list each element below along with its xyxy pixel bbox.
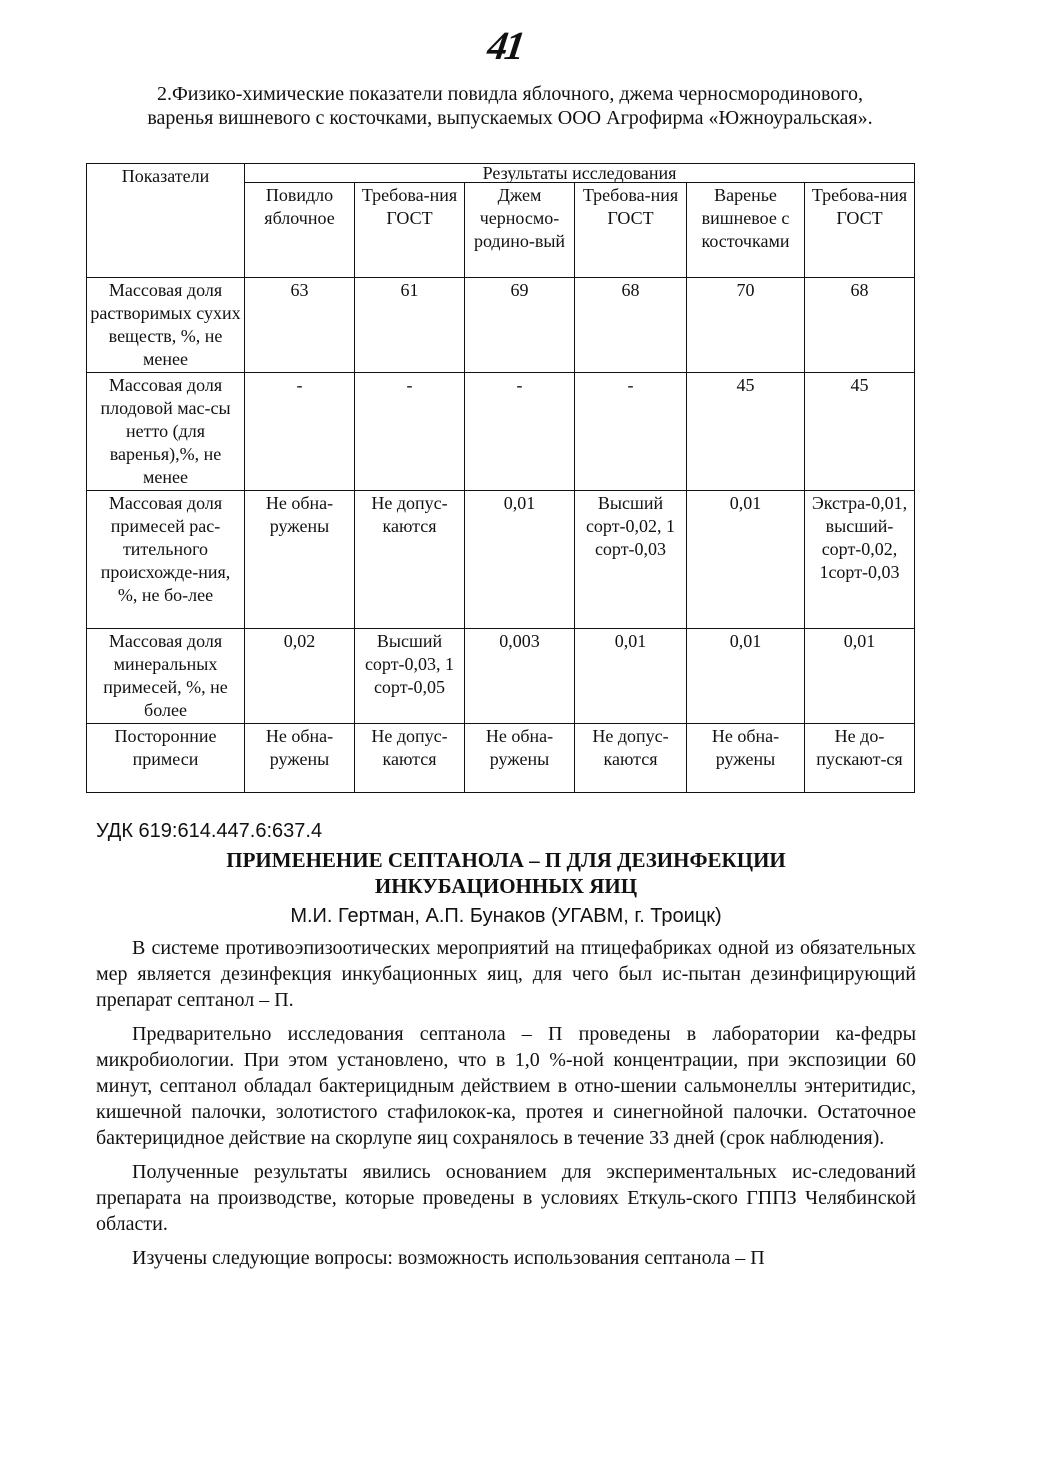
table-cell: 61 [355, 278, 465, 373]
row-label: Посторонние примеси [87, 724, 245, 793]
paragraph: В системе противоэпизоотических мероприятий на птицефабриках одной из обязательных мер является дезинфекция инкубационных яиц, для чего был ис-пытан дезинфицирующий препарат септанол – П. [96, 937, 916, 1011]
table-cell: Не обна-ружены [465, 724, 575, 793]
table-cell: Не обна-ружены [687, 724, 805, 793]
row-label: Массовая доля растворимых сухих веществ, %, не менее [87, 278, 245, 373]
table-cell: Не допус-каются [355, 724, 465, 793]
header-indicator: Показатели [87, 164, 245, 278]
table-cell: - [575, 373, 687, 491]
table-cell: 45 [805, 373, 915, 491]
paragraph: Изучены следующие вопросы: возможность использования септанола – П [132, 1247, 765, 1269]
table-cell: Не допус-каются [575, 724, 687, 793]
udc-code: УДК 619:614.447.6:637.4 [96, 820, 323, 842]
table-cell: - [245, 373, 355, 491]
paragraph: Предварительно исследования септанола – П проведены в лаборатории ка-федры микробиологии. При этом установлено, что в 1,0 %-ной концентрации, при экспозиции 60 минут, септанол обладал бактерицидным действием в отно-шении сальмонеллы энтеритидис, кишечной палочки, золотистого стафилокок-ка, протея и синегнойной палочки. Остаточное бактерицидное действие на скорлупе яиц сохранялось в течение 33 дней (срок наблюдения). [96, 1023, 916, 1149]
page-number: 41 [484, 23, 526, 68]
row-label: Массовая доля минеральных примесей, %, не более [87, 629, 245, 724]
table-row [87, 491, 915, 629]
article [96, 820, 916, 1279]
table-cell: 0,003 [465, 629, 575, 724]
table-cell: Высший сорт-0,03, 1 сорт-0,05 [355, 629, 465, 724]
table-cell: - [465, 373, 575, 491]
table-caption: 2.Физико-химические показатели повидла яблочного, джема черносмородинового, варенья вишневого с косточками, выпускаемых ООО Агрофирма «Южноуральская». [147, 83, 873, 129]
table-cell: - [355, 373, 465, 491]
table-row [87, 278, 915, 373]
table-cell: 63 [245, 278, 355, 373]
table-cell: 0,01 [575, 629, 687, 724]
table-cell: Не обна-ружены [245, 724, 355, 793]
table-cell: 68 [575, 278, 687, 373]
column-header: Повидло яблочное [245, 183, 355, 278]
row-label: Массовая доля плодовой мас-сы нетто (для варенья),%, не менее [87, 373, 245, 491]
column-header: Требова-ния ГОСТ [355, 183, 465, 278]
table-cell: Экстра-0,01, высший-сорт-0,02, 1сорт-0,03 [805, 491, 915, 629]
table-cell: 0,02 [245, 629, 355, 724]
table-cell: Высший сорт-0,02, 1 сорт-0,03 [575, 491, 687, 629]
paragraph: Полученные результаты явились основанием для экспериментальных ис-следований препарата на производстве, которые проведены в условиях Еткуль-ского ГППЗ Челябинской области. [96, 1161, 916, 1235]
table-cell: Не до-пускают-ся [805, 724, 915, 793]
table-cell: 0,01 [687, 629, 805, 724]
table-cell: Не допус-каются [355, 491, 465, 629]
row-label: Массовая доля примесей рас-тительного происхожде-ния, %, не бо-лее [87, 491, 245, 629]
table-cell: 45 [687, 373, 805, 491]
column-header: Варенье вишневое с косточками [687, 183, 805, 278]
table-cell: 0,01 [805, 629, 915, 724]
table-row [87, 724, 915, 793]
results-table [86, 163, 915, 793]
table-row [87, 373, 915, 491]
table-cell: 0,01 [687, 491, 805, 629]
table-cell: Не обна-ружены [245, 491, 355, 629]
table-cell: 0,01 [465, 491, 575, 629]
article-title: ПРИМЕНЕНИЕ СЕПТАНОЛА – П ДЛЯ ДЕЗИНФЕКЦИИ ИНКУБАЦИОННЫХ ЯИЦ [226, 848, 786, 898]
column-header: Требова-ния ГОСТ [575, 183, 687, 278]
article-authors: М.И. Гертман, А.П. Бунаков (УГАВМ, г. Троицк) [290, 905, 722, 927]
table-cell: 68 [805, 278, 915, 373]
header-group: Результаты исследования [245, 164, 915, 183]
column-header: Требова-ния ГОСТ [805, 183, 915, 278]
table-row [87, 629, 915, 724]
table-cell: 69 [465, 278, 575, 373]
table-cell: 70 [687, 278, 805, 373]
column-header: Джем черносмо-родино-вый [465, 183, 575, 278]
